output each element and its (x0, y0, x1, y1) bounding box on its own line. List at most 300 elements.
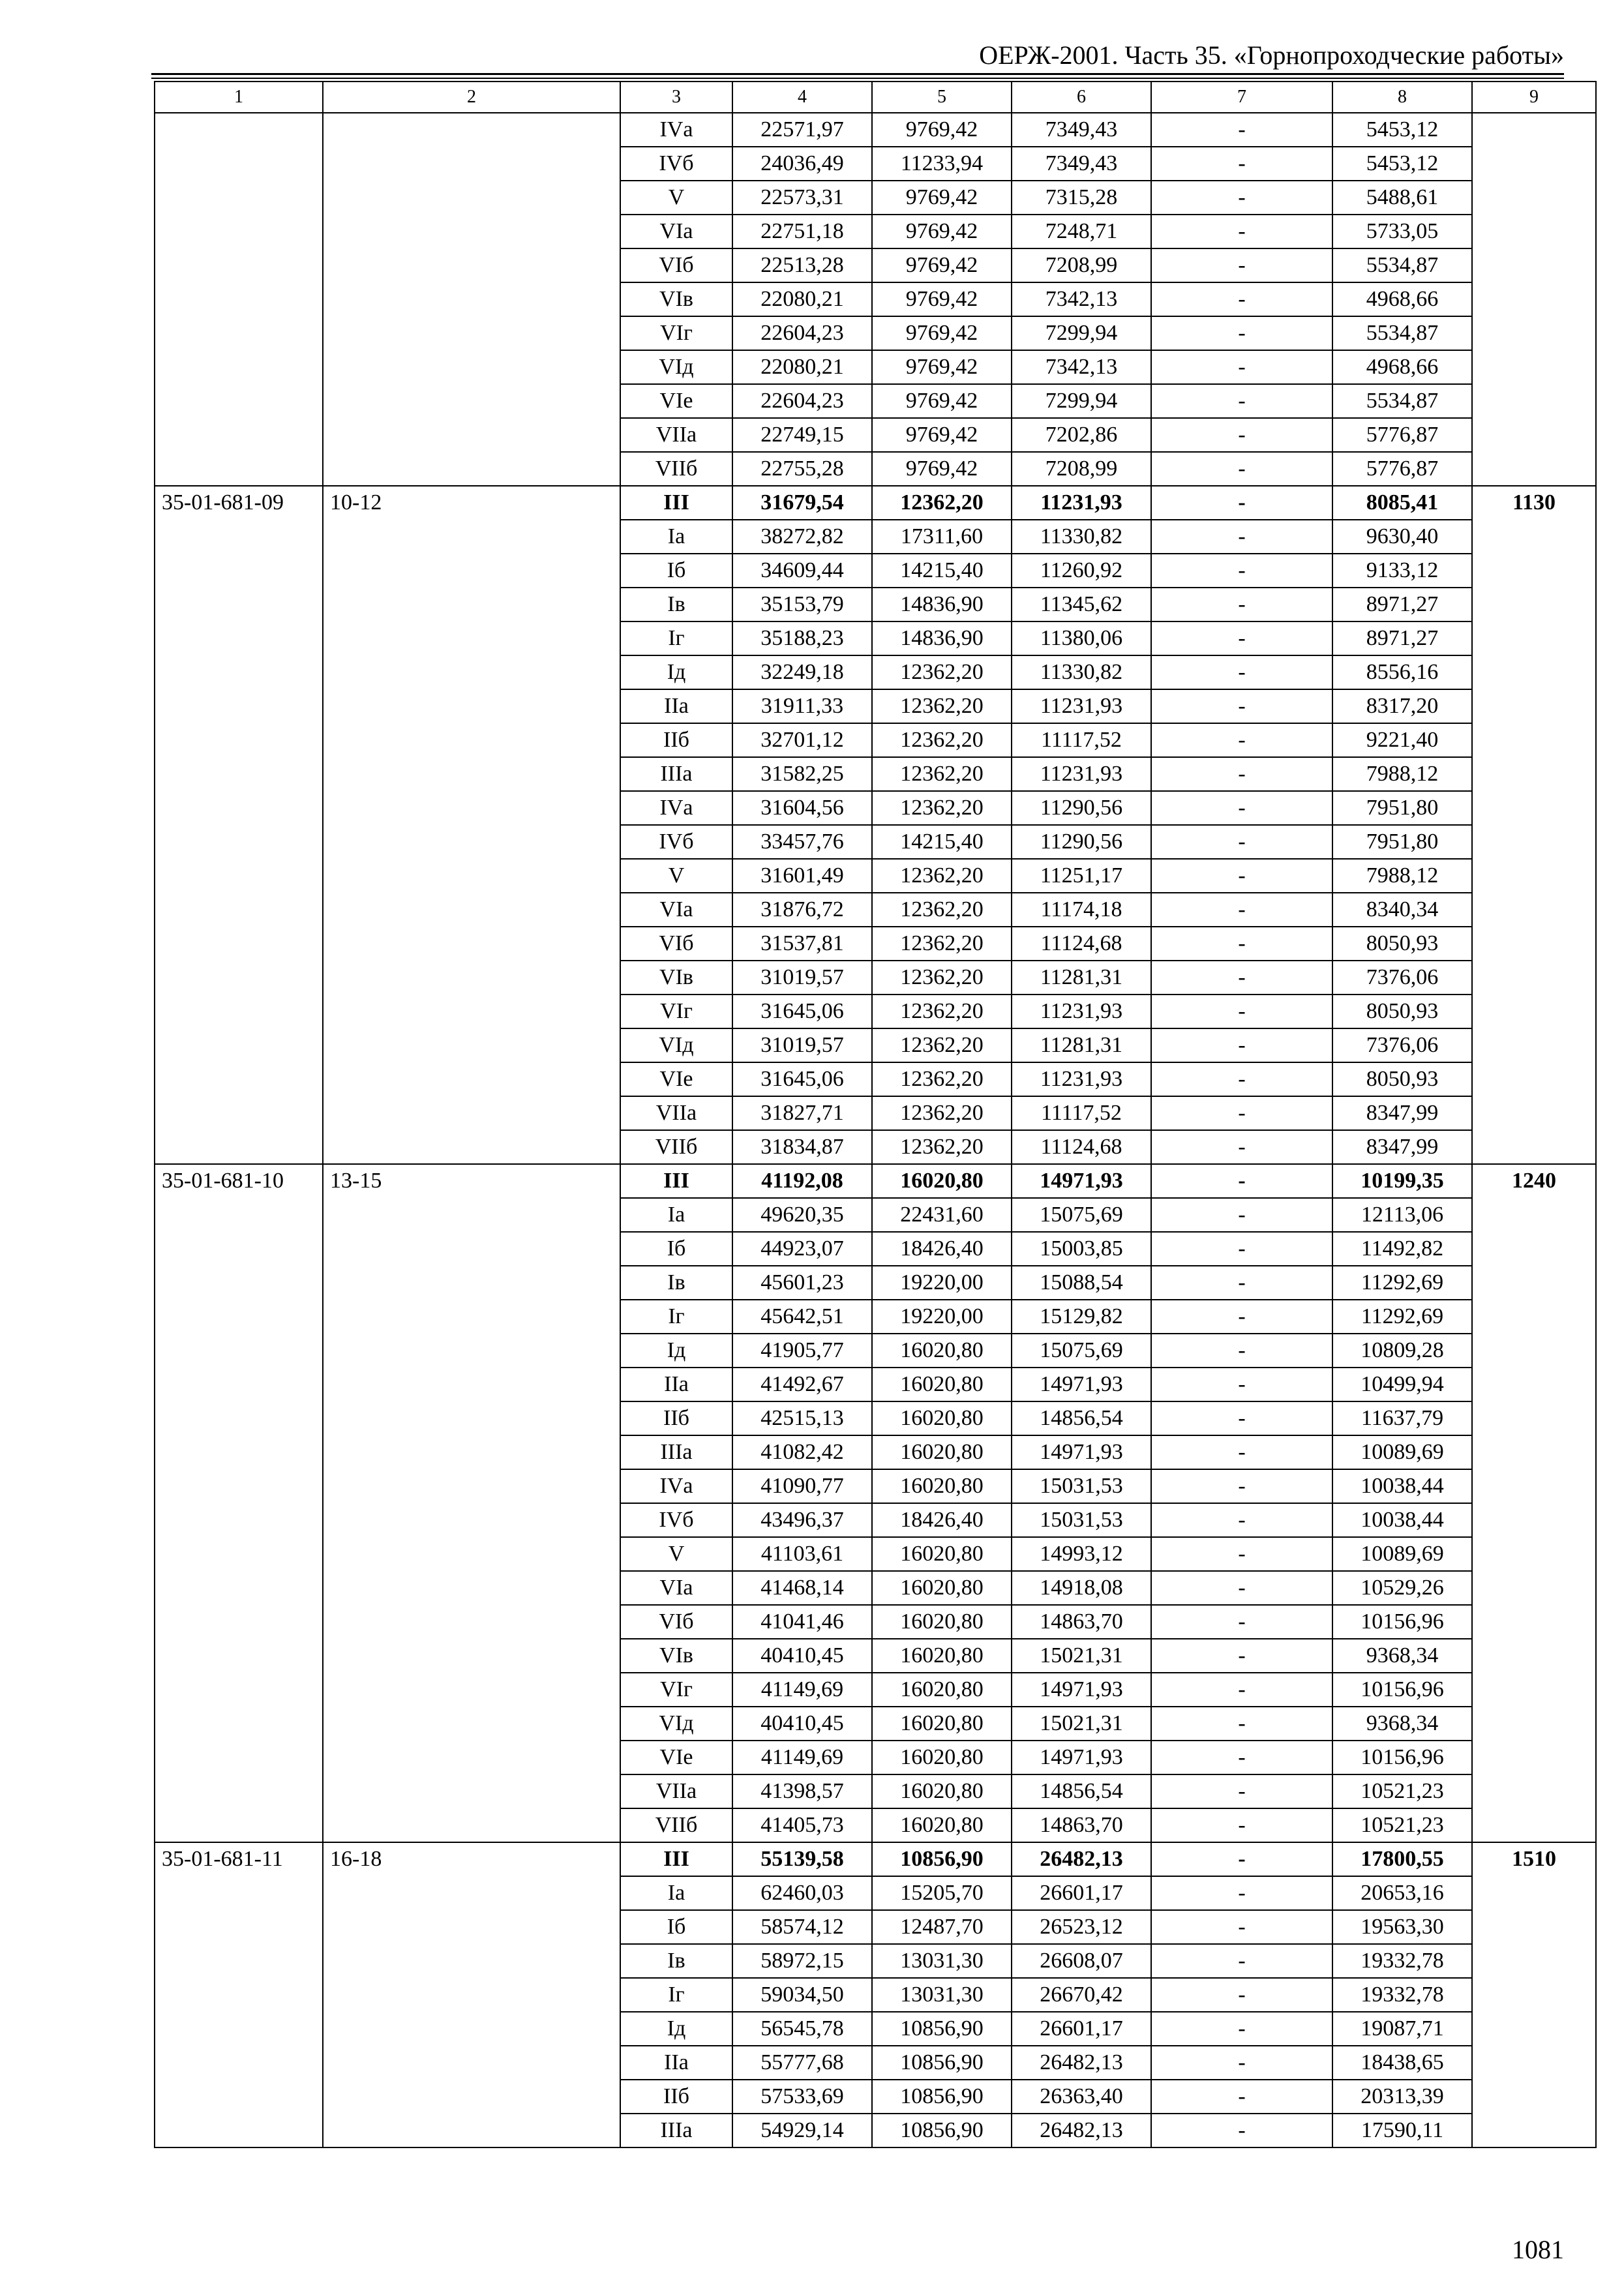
cell-col6: 11260,92 (1012, 554, 1151, 588)
cell-col7: - (1151, 927, 1332, 961)
cell-col4: 57533,69 (732, 2080, 872, 2114)
cell-col3: V (620, 1537, 732, 1571)
cell-col3: IVа (620, 1469, 732, 1503)
cell-col5: 9769,42 (872, 418, 1012, 452)
cell-col3: VIа (620, 893, 732, 927)
cell-col9: 1130 (1472, 486, 1596, 1164)
cell-col3: VIг (620, 995, 732, 1028)
cell-col8: 19563,30 (1332, 1910, 1472, 1944)
cell-col3: IIб (620, 723, 732, 757)
cell-col3: Iб (620, 1910, 732, 1944)
cell-col5: 9769,42 (872, 316, 1012, 350)
cell-col7: - (1151, 1707, 1332, 1741)
cell-col3: VIб (620, 248, 732, 282)
cell-col5: 12362,20 (872, 961, 1012, 995)
rate-range: 16-18 (323, 1842, 620, 2147)
cell-col6: 15021,31 (1012, 1639, 1151, 1673)
cell-col7: - (1151, 1096, 1332, 1130)
cell-col5: 12362,20 (872, 723, 1012, 757)
cell-col4: 31604,56 (732, 791, 872, 825)
cell-col4: 31827,71 (732, 1096, 872, 1130)
cell-col4: 54929,14 (732, 2114, 872, 2147)
cell-col5: 16020,80 (872, 1639, 1012, 1673)
cell-col6: 14863,70 (1012, 1605, 1151, 1639)
cell-col8: 11637,79 (1332, 1401, 1472, 1435)
cell-col5: 9769,42 (872, 452, 1012, 486)
cell-col8: 8050,93 (1332, 995, 1472, 1028)
cell-col6: 11290,56 (1012, 791, 1151, 825)
cell-col3: VIе (620, 384, 732, 418)
cell-col4: 55777,68 (732, 2046, 872, 2080)
cell-col5: 14215,40 (872, 554, 1012, 588)
rate-code: 35-01-681-10 (155, 1164, 323, 1842)
cell-col8: 17800,55 (1332, 1842, 1472, 1876)
cell-col5: 13031,30 (872, 1944, 1012, 1978)
cell-col7: - (1151, 1368, 1332, 1401)
cell-col8: 4968,66 (1332, 350, 1472, 384)
cell-col7: - (1151, 1808, 1332, 1842)
cell-col6: 7248,71 (1012, 215, 1151, 248)
cell-col3: VIе (620, 1741, 732, 1774)
cell-col5: 10856,90 (872, 1842, 1012, 1876)
cell-col7: - (1151, 215, 1332, 248)
cell-col8: 4968,66 (1332, 282, 1472, 316)
cell-col3: IIа (620, 1368, 732, 1401)
cell-col6: 7299,94 (1012, 316, 1151, 350)
cell-col4: 40410,45 (732, 1707, 872, 1741)
cell-col7: - (1151, 1910, 1332, 1944)
cell-col7: - (1151, 757, 1332, 791)
cell-col6: 15129,82 (1012, 1300, 1151, 1334)
cell-col7: - (1151, 723, 1332, 757)
cell-col7: - (1151, 181, 1332, 215)
cell-col4: 22604,23 (732, 316, 872, 350)
cell-col6: 11231,93 (1012, 1062, 1151, 1096)
cell-col7: - (1151, 1164, 1332, 1198)
cell-col4: 41905,77 (732, 1334, 872, 1368)
cell-col6: 14856,54 (1012, 1401, 1151, 1435)
cell-col5: 19220,00 (872, 1300, 1012, 1334)
cell-col6: 11281,31 (1012, 961, 1151, 995)
cell-col5: 12362,20 (872, 893, 1012, 927)
cell-col8: 7951,80 (1332, 825, 1472, 859)
cell-col4: 34609,44 (732, 554, 872, 588)
cell-col8: 10156,96 (1332, 1673, 1472, 1707)
cell-col4: 22755,28 (732, 452, 872, 486)
cell-col7: - (1151, 791, 1332, 825)
cell-col4: 33457,76 (732, 825, 872, 859)
cell-col7: - (1151, 1774, 1332, 1808)
cell-col4: 49620,35 (732, 1198, 872, 1232)
cell-col8: 5453,12 (1332, 113, 1472, 147)
cell-col3: Iв (620, 1266, 732, 1300)
cell-col6: 14993,12 (1012, 1537, 1151, 1571)
cell-col5: 16020,80 (872, 1605, 1012, 1639)
cell-col6: 14918,08 (1012, 1571, 1151, 1605)
cell-col6: 7342,13 (1012, 282, 1151, 316)
column-number: 5 (872, 82, 1012, 113)
cell-col7: - (1151, 1266, 1332, 1300)
column-number-row (155, 82, 1596, 113)
cell-col8: 10038,44 (1332, 1503, 1472, 1537)
cell-col6: 7202,86 (1012, 418, 1151, 452)
cell-col6: 26523,12 (1012, 1910, 1151, 1944)
cell-col6: 26608,07 (1012, 1944, 1151, 1978)
cell-col4: 31645,06 (732, 1062, 872, 1096)
column-number: 1 (155, 82, 323, 113)
cell-col7: - (1151, 588, 1332, 621)
cell-col8: 10809,28 (1332, 1334, 1472, 1368)
cell-col8: 10089,69 (1332, 1435, 1472, 1469)
cell-col8: 19332,78 (1332, 1944, 1472, 1978)
cell-col5: 10856,90 (872, 2012, 1012, 2046)
cell-col3: VIб (620, 1605, 732, 1639)
cell-col6: 11231,93 (1012, 757, 1151, 791)
cell-col4: 41090,77 (732, 1469, 872, 1503)
cell-col3: IIIа (620, 2114, 732, 2147)
cell-col3: IVб (620, 147, 732, 181)
cell-col3: VIб (620, 927, 732, 961)
cell-col5: 12362,20 (872, 1028, 1012, 1062)
cell-col6: 15075,69 (1012, 1334, 1151, 1368)
cell-col4: 22749,15 (732, 418, 872, 452)
cell-col4: 41398,57 (732, 1774, 872, 1808)
cell-col8: 8050,93 (1332, 927, 1472, 961)
cell-col5: 12362,20 (872, 1062, 1012, 1096)
cell-col5: 16020,80 (872, 1673, 1012, 1707)
cell-col8: 18438,65 (1332, 2046, 1472, 2080)
cell-col5: 12362,20 (872, 655, 1012, 689)
cell-col3: VIIб (620, 1808, 732, 1842)
cell-col6: 15088,54 (1012, 1266, 1151, 1300)
table-row (155, 486, 1596, 520)
cell-col3: IIIа (620, 1435, 732, 1469)
cell-col4: 32701,12 (732, 723, 872, 757)
cell-col3: VIд (620, 350, 732, 384)
cell-col7: - (1151, 1435, 1332, 1469)
cell-col3: V (620, 181, 732, 215)
cell-col3: Iд (620, 1334, 732, 1368)
cell-col9 (1472, 113, 1596, 486)
cell-col6: 11281,31 (1012, 1028, 1151, 1062)
cell-col4: 31834,87 (732, 1130, 872, 1164)
cell-col3: V (620, 859, 732, 893)
cell-col7: - (1151, 1876, 1332, 1910)
cell-col4: 32249,18 (732, 655, 872, 689)
cell-col4: 24036,49 (732, 147, 872, 181)
cell-col4: 62460,03 (732, 1876, 872, 1910)
cell-col7: - (1151, 350, 1332, 384)
cell-col5: 16020,80 (872, 1368, 1012, 1401)
cell-col3: VIв (620, 282, 732, 316)
table-row (155, 1842, 1596, 1876)
cell-col5: 12362,20 (872, 689, 1012, 723)
cell-col8: 10521,23 (1332, 1774, 1472, 1808)
table-body (155, 82, 1596, 2147)
cell-col7: - (1151, 1469, 1332, 1503)
cell-col8: 8085,41 (1332, 486, 1472, 520)
cell-col3: Iд (620, 2012, 732, 2046)
table-row (155, 1164, 1596, 1198)
cell-col5: 16020,80 (872, 1334, 1012, 1368)
cell-col3: Iб (620, 1232, 732, 1266)
cell-col7: - (1151, 2080, 1332, 2114)
cell-col5: 18426,40 (872, 1503, 1012, 1537)
cell-col4: 31679,54 (732, 486, 872, 520)
cell-col8: 8317,20 (1332, 689, 1472, 723)
cell-col7: - (1151, 1334, 1332, 1368)
cell-col7: - (1151, 961, 1332, 995)
cell-col8: 8050,93 (1332, 1062, 1472, 1096)
cell-col7: - (1151, 1605, 1332, 1639)
cell-col4: 31019,57 (732, 961, 872, 995)
cell-col5: 16020,80 (872, 1537, 1012, 1571)
cell-col3: VIд (620, 1707, 732, 1741)
column-number: 3 (620, 82, 732, 113)
cell-col3: Iг (620, 1300, 732, 1334)
cell-col3: Iа (620, 1876, 732, 1910)
cell-col7: - (1151, 282, 1332, 316)
cell-col6: 15021,31 (1012, 1707, 1151, 1741)
cell-col3: III (620, 1842, 732, 1876)
cell-col3: IVа (620, 791, 732, 825)
cell-col4: 40410,45 (732, 1639, 872, 1673)
cell-col4: 58574,12 (732, 1910, 872, 1944)
cell-col4: 38272,82 (732, 520, 872, 554)
cell-col3: VIд (620, 1028, 732, 1062)
cell-col5: 12362,20 (872, 757, 1012, 791)
cell-col8: 5488,61 (1332, 181, 1472, 215)
column-number: 8 (1332, 82, 1472, 113)
cell-col8: 9368,34 (1332, 1707, 1472, 1741)
cell-col9: 1240 (1472, 1164, 1596, 1842)
cell-col6: 14863,70 (1012, 1808, 1151, 1842)
cell-col8: 17590,11 (1332, 2114, 1472, 2147)
cell-col8: 5776,87 (1332, 418, 1472, 452)
column-number: 6 (1012, 82, 1151, 113)
cell-col7: - (1151, 1571, 1332, 1605)
column-number: 7 (1151, 82, 1332, 113)
cell-col7: - (1151, 1130, 1332, 1164)
cell-col7: - (1151, 486, 1332, 520)
cell-col7: - (1151, 316, 1332, 350)
rate-code: 35-01-681-11 (155, 1842, 323, 2147)
cell-col4: 41405,73 (732, 1808, 872, 1842)
cell-col3: Iа (620, 520, 732, 554)
cell-col6: 11174,18 (1012, 893, 1151, 927)
cell-col8: 11492,82 (1332, 1232, 1472, 1266)
cell-col3: VIа (620, 1571, 732, 1605)
cell-col8: 7376,06 (1332, 961, 1472, 995)
cell-col6: 15003,85 (1012, 1232, 1151, 1266)
column-number: 9 (1472, 82, 1596, 113)
cell-col8: 8347,99 (1332, 1130, 1472, 1164)
cell-col8: 11292,69 (1332, 1300, 1472, 1334)
cell-col3: III (620, 486, 732, 520)
cell-col7: - (1151, 1639, 1332, 1673)
cell-col5: 14215,40 (872, 825, 1012, 859)
cell-col5: 16020,80 (872, 1707, 1012, 1741)
cell-col4: 44923,07 (732, 1232, 872, 1266)
cell-col3: VIIб (620, 1130, 732, 1164)
cell-col7: - (1151, 520, 1332, 554)
cell-col7: - (1151, 689, 1332, 723)
cell-col3: Iг (620, 1978, 732, 2012)
cell-col5: 9769,42 (872, 384, 1012, 418)
cell-col3: Iв (620, 1944, 732, 1978)
cell-col5: 16020,80 (872, 1571, 1012, 1605)
cell-col3: VIв (620, 1639, 732, 1673)
cell-col4: 41149,69 (732, 1741, 872, 1774)
cell-col8: 10089,69 (1332, 1537, 1472, 1571)
cell-col8: 9630,40 (1332, 520, 1472, 554)
cell-col4: 22080,21 (732, 350, 872, 384)
cell-col8: 5534,87 (1332, 384, 1472, 418)
cell-col8: 7988,12 (1332, 859, 1472, 893)
cell-col4: 31911,33 (732, 689, 872, 723)
cell-col7: - (1151, 418, 1332, 452)
cell-col6: 11330,82 (1012, 655, 1151, 689)
cell-col7: - (1151, 1537, 1332, 1571)
cell-col6: 14971,93 (1012, 1164, 1151, 1198)
cell-col8: 5776,87 (1332, 452, 1472, 486)
cell-col6: 7208,99 (1012, 248, 1151, 282)
cell-col3: IVа (620, 113, 732, 147)
cell-col4: 31601,49 (732, 859, 872, 893)
page-number: 1081 (1512, 2235, 1564, 2264)
cell-col3: VIа (620, 215, 732, 248)
cell-col5: 11233,94 (872, 147, 1012, 181)
cell-col6: 11380,06 (1012, 621, 1151, 655)
cell-col7: - (1151, 893, 1332, 927)
cell-col8: 20313,39 (1332, 2080, 1472, 2114)
cell-col3: VIв (620, 961, 732, 995)
rate-code (155, 113, 323, 486)
table-row (155, 113, 1596, 147)
cell-col7: - (1151, 248, 1332, 282)
column-number: 2 (323, 82, 620, 113)
cell-col3: IIб (620, 2080, 732, 2114)
cell-col4: 31645,06 (732, 995, 872, 1028)
cell-col6: 11231,93 (1012, 995, 1151, 1028)
cell-col7: - (1151, 655, 1332, 689)
cell-col5: 12487,70 (872, 1910, 1012, 1944)
cell-col6: 11290,56 (1012, 825, 1151, 859)
cell-col4: 31582,25 (732, 757, 872, 791)
cell-col8: 9221,40 (1332, 723, 1472, 757)
cell-col5: 9769,42 (872, 248, 1012, 282)
cell-col8: 5733,05 (1332, 215, 1472, 248)
rate-range: 13-15 (323, 1164, 620, 1842)
cell-col7: - (1151, 1401, 1332, 1435)
cell-col5: 13031,30 (872, 1978, 1012, 2012)
cell-col4: 31537,81 (732, 927, 872, 961)
column-number: 4 (732, 82, 872, 113)
cell-col6: 7208,99 (1012, 452, 1151, 486)
cell-col3: VIIа (620, 418, 732, 452)
cell-col8: 10529,26 (1332, 1571, 1472, 1605)
cell-col6: 15031,53 (1012, 1469, 1151, 1503)
cell-col3: IIб (620, 1401, 732, 1435)
cell-col6: 7342,13 (1012, 350, 1151, 384)
cell-col3: VIг (620, 1673, 732, 1707)
cell-col6: 11117,52 (1012, 723, 1151, 757)
cell-col8: 7376,06 (1332, 1028, 1472, 1062)
cell-col8: 5534,87 (1332, 316, 1472, 350)
cell-col8: 10499,94 (1332, 1368, 1472, 1401)
cell-col4: 35188,23 (732, 621, 872, 655)
cell-col6: 11345,62 (1012, 588, 1151, 621)
cell-col5: 12362,20 (872, 791, 1012, 825)
cell-col6: 26482,13 (1012, 2114, 1151, 2147)
cell-col4: 41041,46 (732, 1605, 872, 1639)
cell-col3: Iд (620, 655, 732, 689)
cell-col8: 8971,27 (1332, 588, 1472, 621)
cell-col5: 12362,20 (872, 1130, 1012, 1164)
cell-col4: 55139,58 (732, 1842, 872, 1876)
cell-col6: 26482,13 (1012, 1842, 1151, 1876)
cell-col7: - (1151, 1062, 1332, 1096)
cell-col3: Iа (620, 1198, 732, 1232)
cell-col8: 8971,27 (1332, 621, 1472, 655)
cell-col5: 12362,20 (872, 859, 1012, 893)
cell-col8: 11292,69 (1332, 1266, 1472, 1300)
cell-col8: 10199,35 (1332, 1164, 1472, 1198)
cell-col5: 15205,70 (872, 1876, 1012, 1910)
cell-col8: 10038,44 (1332, 1469, 1472, 1503)
cell-col4: 41082,42 (732, 1435, 872, 1469)
cell-col8: 8347,99 (1332, 1096, 1472, 1130)
cell-col6: 7299,94 (1012, 384, 1151, 418)
cell-col5: 16020,80 (872, 1741, 1012, 1774)
cell-col5: 16020,80 (872, 1401, 1012, 1435)
cell-col6: 11124,68 (1012, 927, 1151, 961)
cell-col4: 43496,37 (732, 1503, 872, 1537)
cell-col8: 5453,12 (1332, 147, 1472, 181)
price-table (154, 81, 1597, 2148)
cell-col8: 9368,34 (1332, 1639, 1472, 1673)
cell-col6: 14971,93 (1012, 1673, 1151, 1707)
cell-col5: 9769,42 (872, 282, 1012, 316)
cell-col3: VIIб (620, 452, 732, 486)
cell-col6: 11330,82 (1012, 520, 1151, 554)
cell-col6: 14856,54 (1012, 1774, 1151, 1808)
cell-col6: 15031,53 (1012, 1503, 1151, 1537)
cell-col6: 14971,93 (1012, 1368, 1151, 1401)
cell-col4: 22604,23 (732, 384, 872, 418)
cell-col8: 10156,96 (1332, 1605, 1472, 1639)
cell-col6: 11231,93 (1012, 486, 1151, 520)
cell-col8: 19087,71 (1332, 2012, 1472, 2046)
cell-col8: 7951,80 (1332, 791, 1472, 825)
cell-col5: 19220,00 (872, 1266, 1012, 1300)
cell-col5: 16020,80 (872, 1164, 1012, 1198)
cell-col3: VIIа (620, 1774, 732, 1808)
cell-col6: 14971,93 (1012, 1741, 1151, 1774)
cell-col5: 14836,90 (872, 621, 1012, 655)
cell-col7: - (1151, 995, 1332, 1028)
rate-range (323, 113, 620, 486)
cell-col8: 7988,12 (1332, 757, 1472, 791)
header-rule-thin (151, 78, 1564, 79)
cell-col7: - (1151, 113, 1332, 147)
cell-col6: 7315,28 (1012, 181, 1151, 215)
cell-col4: 45601,23 (732, 1266, 872, 1300)
cell-col5: 16020,80 (872, 1774, 1012, 1808)
cell-col6: 14971,93 (1012, 1435, 1151, 1469)
cell-col7: - (1151, 1741, 1332, 1774)
cell-col6: 11251,17 (1012, 859, 1151, 893)
